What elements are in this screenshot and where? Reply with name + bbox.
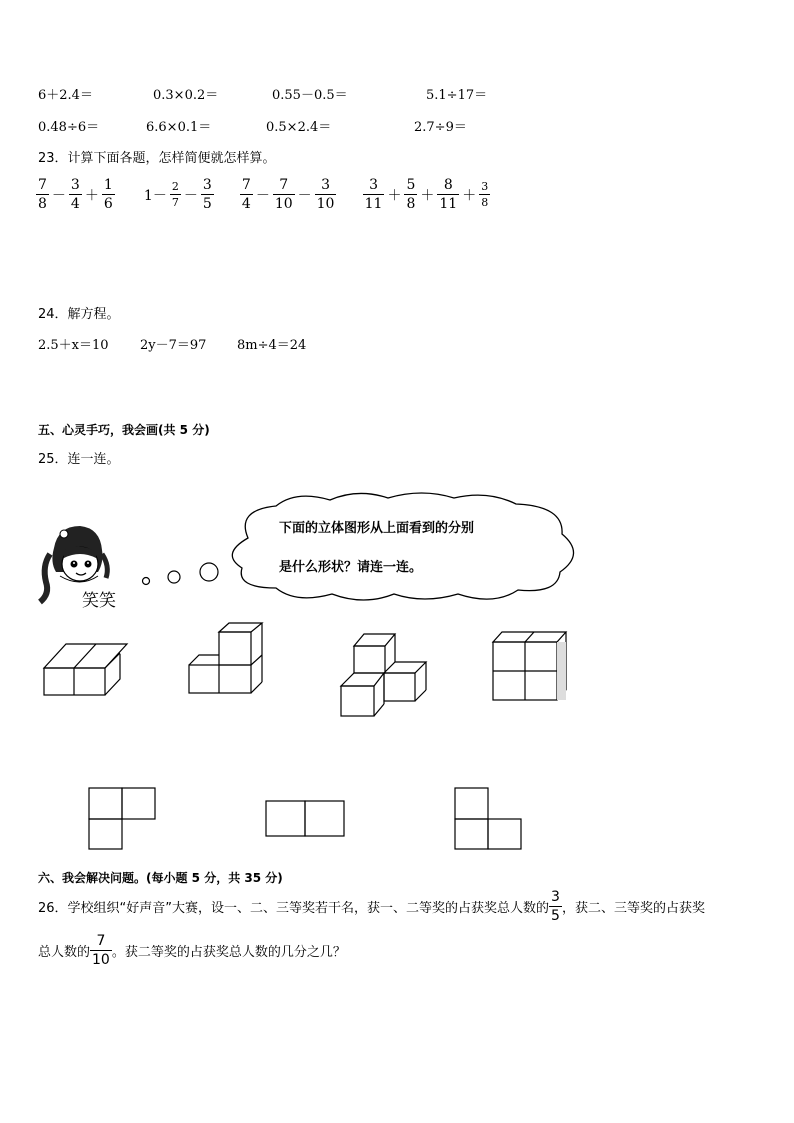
operator: －: [51, 187, 66, 204]
calc-item: 2.7÷9＝: [414, 120, 467, 135]
question-23-expressions: [36, 178, 512, 211]
operator: ＋: [387, 187, 402, 204]
operator: －: [297, 187, 312, 204]
equation-1: 2.5＋x＝10: [38, 338, 109, 353]
top-view-a: [88, 787, 158, 851]
expression-4: [363, 178, 491, 211]
calc-item: 0.55－0.5＝: [272, 88, 348, 103]
fraction: $\frac{3}{10}$: [316, 177, 335, 212]
fraction: $\frac{2}{7}$: [171, 180, 179, 209]
operator: ＋: [420, 187, 435, 204]
fraction: $\frac{7}{10}$: [274, 177, 293, 212]
question-26-line2: [38, 934, 346, 967]
calc-item: 5.1÷17＝: [426, 88, 488, 103]
question-24-title: 24．解方程。: [38, 307, 120, 322]
calc-item: 6＋2.4＝: [38, 88, 93, 103]
operator: －: [255, 187, 270, 204]
question-26-text: ，获二、三等奖的占获奖: [561, 901, 705, 916]
expression-3: [240, 178, 337, 211]
top-view-c: [454, 787, 526, 851]
fraction: $\frac{3}{5}$: [551, 889, 560, 924]
fraction: $\frac{3}{5}$: [202, 177, 212, 212]
solid-figure-1: [44, 640, 124, 700]
solid-figure-4: [492, 630, 572, 705]
solid-figure-2: [189, 622, 269, 697]
fraction: $\frac{1}{6}$: [103, 177, 113, 212]
calc-item: 0.3×0.2＝: [153, 88, 219, 103]
solid-figure-3: [340, 630, 430, 720]
girl-name-label: 笑笑: [82, 591, 116, 611]
thought-dots: [138, 560, 222, 590]
expression-2: [141, 178, 214, 211]
equation-2: 2y－7＝97: [140, 338, 207, 353]
fraction: $\frac{3}{8}$: [481, 180, 489, 209]
operator: 1－: [143, 187, 167, 204]
bubble-text-line1: 下面的立体图形从上面看到的分别: [279, 521, 475, 536]
fraction: $\frac{8}{11}$: [439, 177, 458, 212]
fraction: $\frac{7}{8}$: [38, 177, 47, 212]
bubble-text-line2: 是什么形状？请连一连。: [279, 560, 423, 575]
question-26-text: 。获二等奖的占获奖总人数的几分之几？: [111, 945, 346, 960]
question-26-text: 总人数的: [38, 945, 91, 960]
question-26-text: 26．学校组织“好声音”大赛，设一、二、三等奖若干名，获一、二等奖的占获奖总人数的: [38, 901, 550, 916]
calc-item: 6.6×0.1＝: [146, 120, 212, 135]
fraction: $\frac{7}{4}$: [241, 177, 251, 212]
fraction: $\frac{3}{4}$: [70, 177, 80, 212]
operator: －: [183, 187, 198, 204]
fraction: $\frac{3}{11}$: [364, 177, 383, 212]
fraction: $\frac{5}{8}$: [406, 177, 416, 212]
top-view-b: [265, 800, 347, 838]
calc-item: 0.5×2.4＝: [266, 120, 332, 135]
thought-cloud: [218, 490, 588, 605]
section-5-heading: 五、心灵手巧，我会画(共 5 分): [38, 423, 210, 437]
operator: ＋: [462, 187, 477, 204]
question-25-title: 25．连一连。: [38, 452, 120, 467]
section-6-heading: 六、我会解决问题。(每小题 5 分，共 35 分): [38, 871, 283, 885]
calc-item: 0.48÷6＝: [38, 120, 100, 135]
equation-3: 8m÷4＝24: [237, 338, 307, 353]
operator: ＋: [84, 187, 99, 204]
question-23-title: 23．计算下面各题，怎样简便就怎样算。: [38, 151, 276, 166]
fraction: $\frac{7}{10}$: [92, 933, 110, 968]
expression-1: [36, 178, 115, 211]
question-26-line1: [38, 890, 705, 923]
